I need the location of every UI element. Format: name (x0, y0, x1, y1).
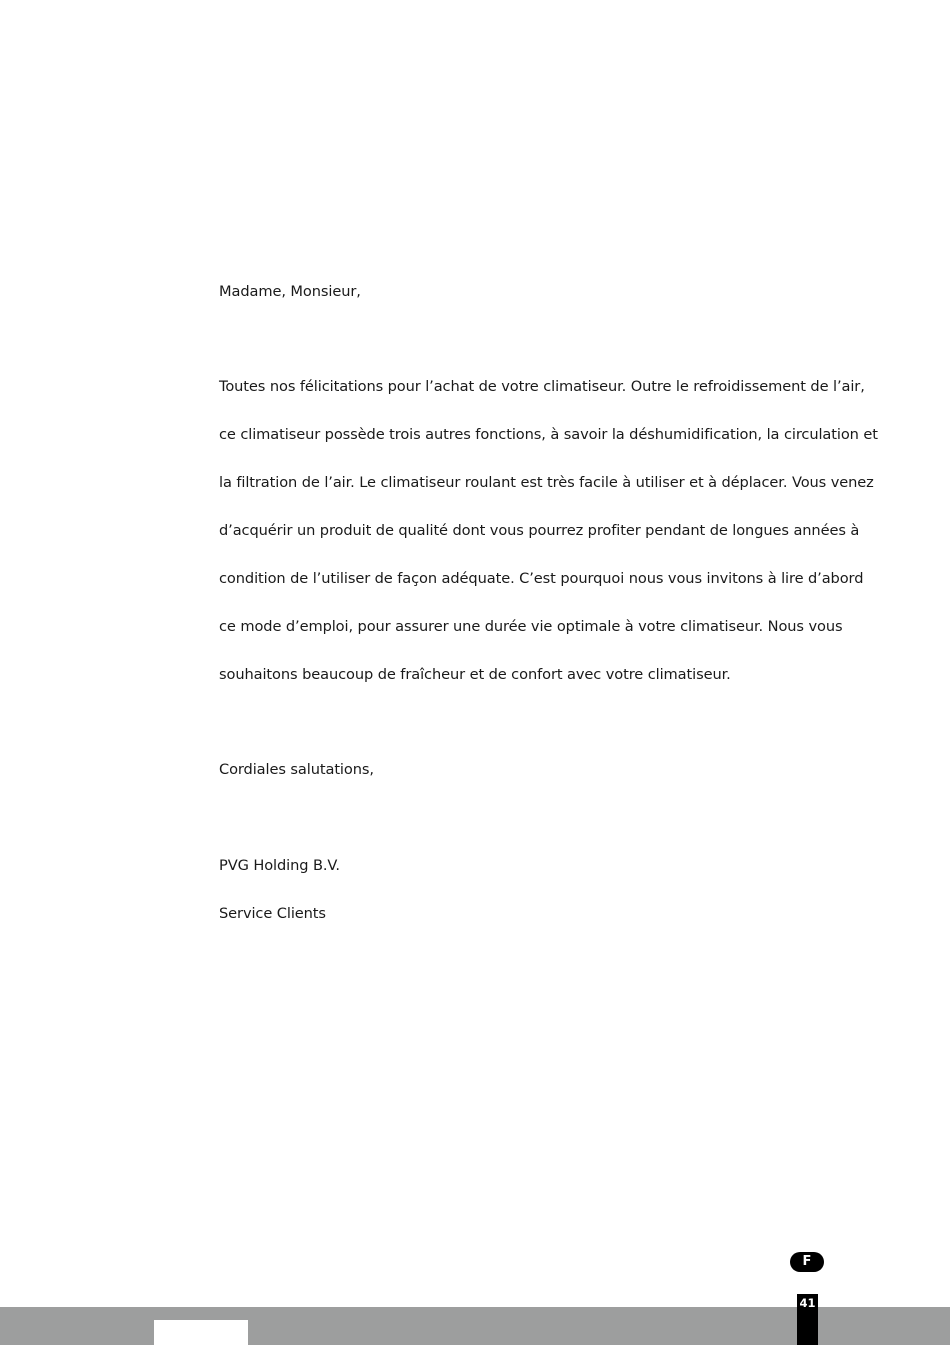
letter-closing: Cordiales salutations, (219, 761, 374, 778)
letter-body-line: ce mode d’emploi, pour assurer une durée vie optimale à votre climatiseur. Nous vous (219, 618, 843, 635)
letter-body-line: la filtration de l’air. Le climatiseur roulant est très facile à utiliser et à déplacer. Vous venez (219, 474, 874, 491)
letter-body (219, 375, 878, 711)
letter-company-name: PVG Holding B.V. (219, 857, 340, 874)
letter-body-line: souhaitons beaucoup de fraîcheur et de confort avec votre climatiseur. (219, 666, 731, 683)
letter-department: Service Clients (219, 905, 326, 922)
letter-body-line: condition de l’utiliser de façon adéquate. C’est pourquoi nous vous invitons à lire d’abord (219, 570, 864, 587)
letter-body-line: ce climatiseur possède trois autres fonctions, à savoir la déshumidification, la circulation et (219, 426, 878, 443)
page-number: 41 (799, 1296, 816, 1310)
language-badge: F (790, 1252, 824, 1272)
footer-white-block (154, 1320, 248, 1345)
letter-salutation: Madame, Monsieur, (219, 283, 361, 300)
letter-body-line: Toutes nos félicitations pour l’achat de votre climatiseur. Outre le refroidissement de l’air, (219, 378, 865, 395)
letter-body-line: d’acquérir un produit de qualité dont vous pourrez profiter pendant de longues années à (219, 522, 860, 539)
